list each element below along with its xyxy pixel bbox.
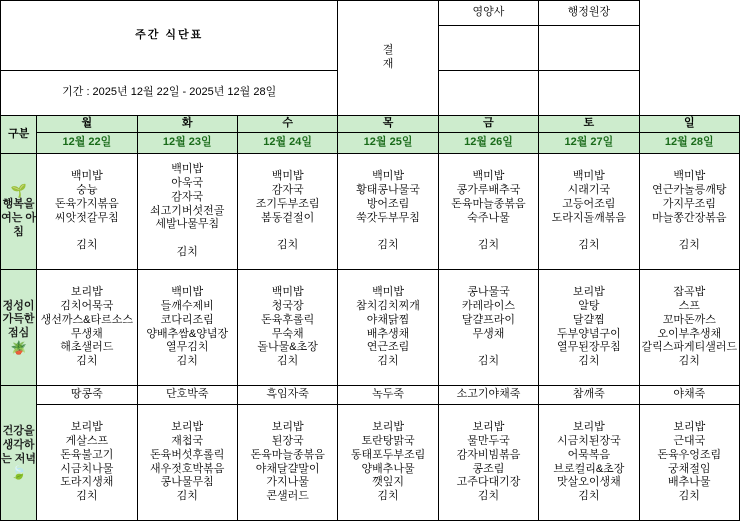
dow-wed: 수 <box>237 116 337 133</box>
menu-cell-lunch-tue: 백미밥 들깨수제비 코다리조림 양배추쌈&양념장 열무김치 김치 <box>137 270 237 386</box>
dow-mon: 월 <box>37 116 137 133</box>
porridge-wed: 흑임자죽 <box>237 386 337 405</box>
porridge-fri: 소고기야채죽 <box>438 386 538 405</box>
dow-thu: 목 <box>338 116 438 133</box>
menu-cell-dinner-tue: 보리밥 재첩국 돈육버섯후롤릭 새우젓호박볶음 콩나물무침 김치 <box>137 405 237 521</box>
dow-sat: 토 <box>539 116 639 133</box>
menu-cell-dinner-mon: 보리밥 게살스프 돈육불고기 시금치나물 도라지생채 김치 <box>37 405 137 521</box>
date-wed: 12월 24일 <box>237 133 337 154</box>
approval-box <box>338 1 438 116</box>
date-fri: 12월 26일 <box>438 133 538 154</box>
meal-row-dinner <box>1 405 740 521</box>
dow-tue: 화 <box>137 116 237 133</box>
menu-cell-lunch-sun: 잡곡밥 스프 꼬마돈까스 오이부추생채 갈릭스파게티샐러드 김치 <box>639 270 739 386</box>
meal-label-lunch <box>1 270 37 386</box>
dow-fri: 금 <box>438 116 538 133</box>
meal-row-breakfast <box>1 154 740 270</box>
menu-cell-lunch-fri: 콩나물국 카레라이스 달걀프라이 무생채 김치 <box>438 270 538 386</box>
menu-cell-breakfast-sun: 백미밥 연근카놀릉깨탕 가지무조림 마늘쫑간장볶음 김치 <box>639 154 739 270</box>
meal-row-lunch <box>1 270 740 386</box>
date-tue: 12월 23일 <box>137 133 237 154</box>
date-sun: 12월 28일 <box>639 133 739 154</box>
period-text: 기간 : 2025년 12월 22일 - 2025년 12월 28일 <box>1 71 338 116</box>
sign-header-director: 행정원장 <box>539 1 639 26</box>
menu-cell-dinner-wed: 보리밥 된장국 돈육마늘종볶음 야채달걀말이 가지나물 콘샐러드 <box>237 405 337 521</box>
date-thu: 12월 25일 <box>338 133 438 154</box>
menu-cell-breakfast-sat: 백미밥 시래기국 고등어조림 도라지돌깨볶음 김치 <box>539 154 639 270</box>
approval-label-2: 재 <box>382 58 394 70</box>
menu-cell-breakfast-tue: 백미밥 아욱국 감자국 쇠고기버섯전골 세발나물무침 김치 <box>137 154 237 270</box>
porridge-row <box>1 386 740 405</box>
porridge-mon: 땅콩죽 <box>37 386 137 405</box>
porridge-thu: 녹두죽 <box>338 386 438 405</box>
menu-cell-lunch-thu: 백미밥 참치김치찌개 야채닭찜 배추생채 연근조림 김치 <box>338 270 438 386</box>
sign-blank-nutritionist <box>438 26 538 71</box>
menu-cell-breakfast-thu: 백미밥 황태콩나물국 방어조림 쑥갓두부무침 김치 <box>338 154 438 270</box>
page-title: 주간 식단표 <box>1 1 338 71</box>
menu-cell-breakfast-fri: 백미밥 콩가루배추국 돈육마늘종볶음 숙주나물 김치 <box>438 154 538 270</box>
menu-cell-breakfast-wed: 백미밥 감자국 조기두부조림 봄동겉절이 김치 <box>237 154 337 270</box>
meal-label-breakfast <box>1 154 37 270</box>
dow-sun: 일 <box>639 116 739 133</box>
approval-label-1: 결 <box>382 44 394 57</box>
meal-label-dinner <box>1 386 37 521</box>
plant-pot-icon: 🪴 <box>10 339 27 355</box>
date-mon: 12월 22일 <box>37 133 137 154</box>
sprout-icon: 🌱 <box>10 182 27 198</box>
gubun-header: 구분 <box>1 116 37 154</box>
menu-cell-dinner-sun: 보리밥 근대국 돈육우엉조림 궁채절임 배추나물 김치 <box>639 405 739 521</box>
meal-label-dinner-text: 건강을 생각하는 저녁 <box>1 425 37 465</box>
dow-row <box>1 116 740 133</box>
porridge-sun: 야채죽 <box>639 386 739 405</box>
leaf-icon: 🍃 <box>10 465 27 481</box>
sign-header-nutritionist: 영양사 <box>438 1 538 26</box>
date-sat: 12월 27일 <box>539 133 639 154</box>
meal-label-breakfast-text: 행복을 여는 아침 <box>1 198 37 238</box>
menu-cell-dinner-thu: 보리밥 토란탕맑국 동태포두부조림 양배추나물 깻잎지 김치 <box>338 405 438 521</box>
title-row <box>1 1 740 26</box>
date-row <box>1 133 740 154</box>
menu-cell-lunch-wed: 백미밥 청국장 돈육후롤릭 무숙채 돌나물&초장 김치 <box>237 270 337 386</box>
sign-blank-nutritionist-2 <box>438 71 538 116</box>
meal-label-lunch-text: 정성이 가득한 점심 <box>2 299 35 340</box>
menu-cell-dinner-fri: 보리밥 물만두국 감자비빔볶음 콩조림 고주다대기장 김치 <box>438 405 538 521</box>
porridge-tue: 단호박죽 <box>137 386 237 405</box>
porridge-sat: 참깨죽 <box>539 386 639 405</box>
sign-blank-director-2 <box>539 71 639 116</box>
menu-cell-lunch-mon: 보리밥 김치어묵국 생선까스&타르소스 무생채 해초샐러드 김치 <box>37 270 137 386</box>
menu-cell-breakfast-mon: 백미밥 숭늉 돈육가지볶음 씨앗젓갈무침 김치 <box>37 154 137 270</box>
menu-cell-dinner-sat: 보리밥 시금치된장국 어묵복음 브로컬리&초장 맛살오이생채 김치 <box>539 405 639 521</box>
sign-blank-director <box>539 26 639 71</box>
menu-cell-lunch-sat: 보리밥 알탕 달걀찜 두부양념구이 열무된장무침 김치 <box>539 270 639 386</box>
